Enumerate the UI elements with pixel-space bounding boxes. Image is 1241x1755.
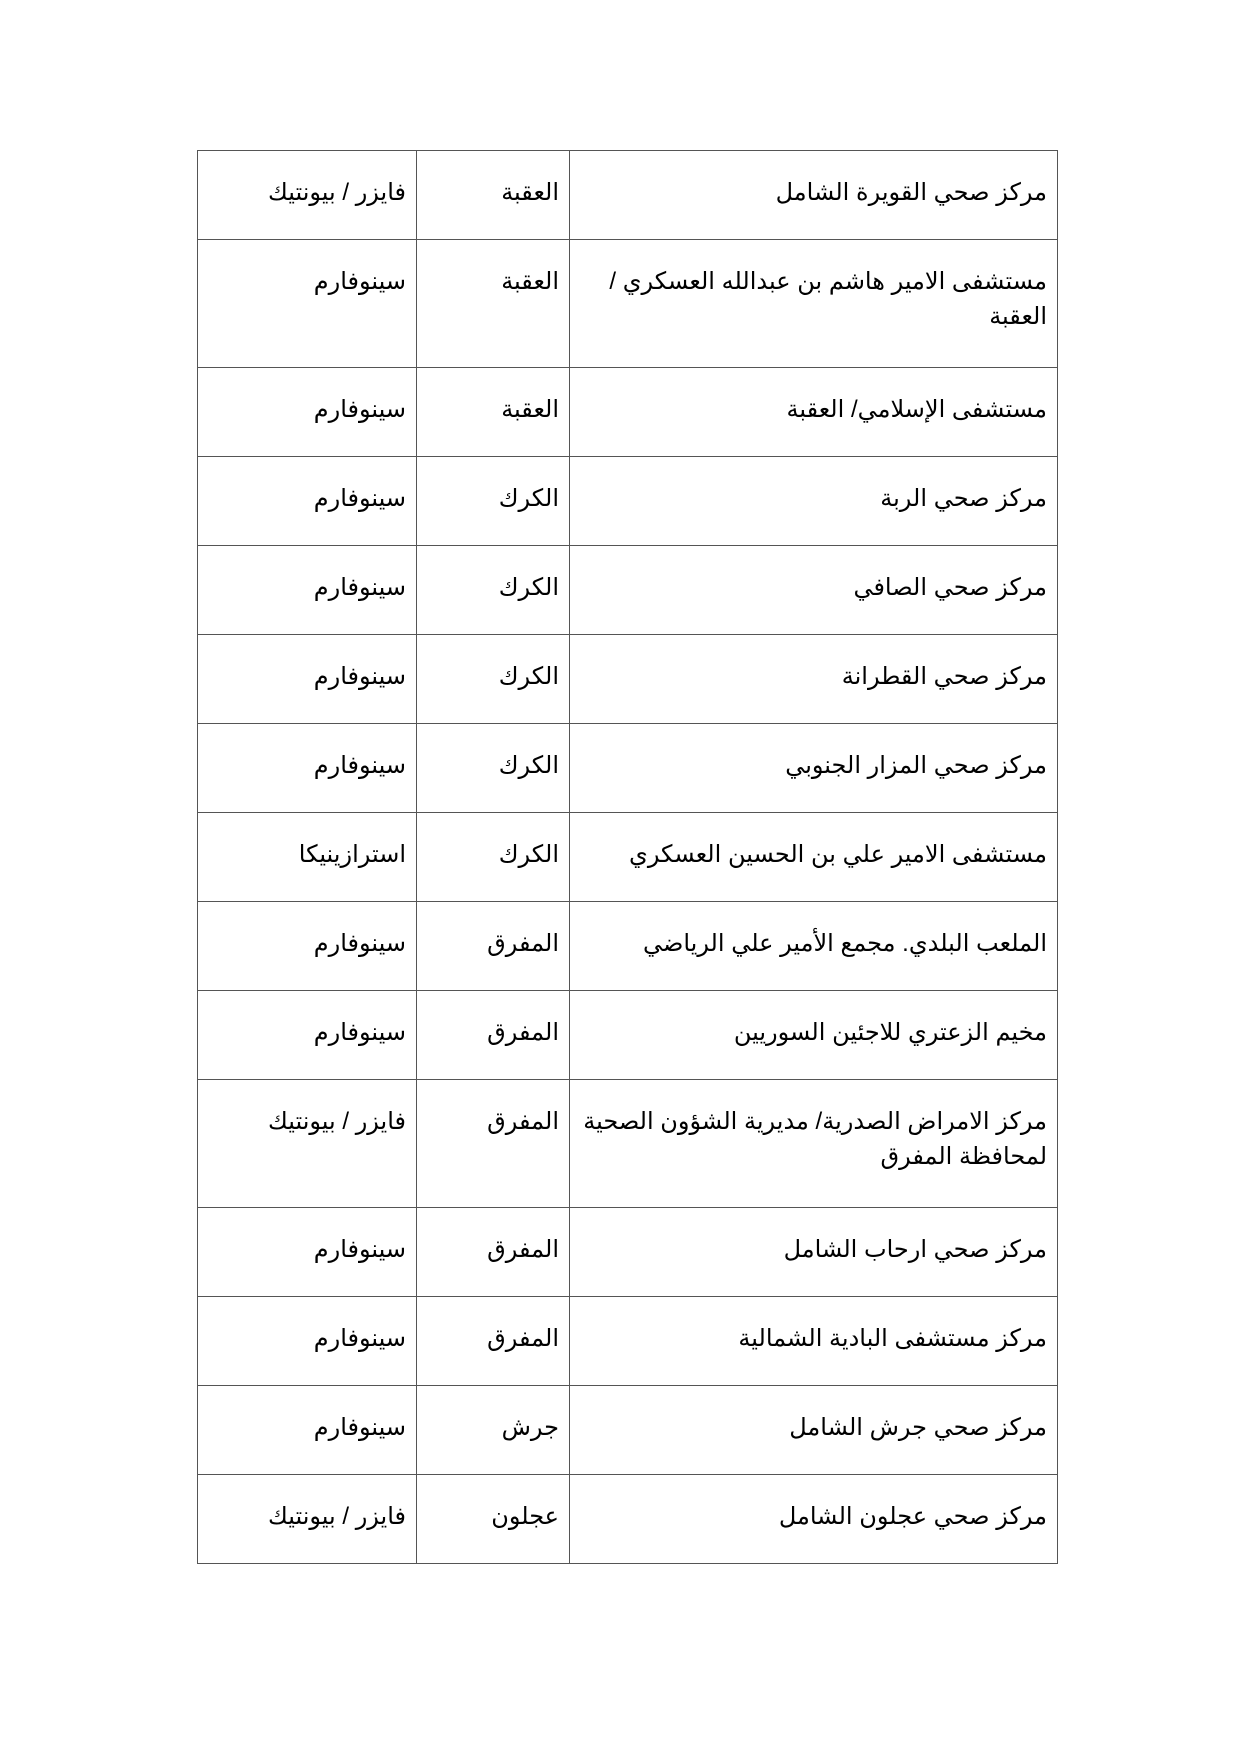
- table-row: [198, 902, 1058, 991]
- site-name-cell: مستشفى الامير علي بن الحسين العسكري: [570, 813, 1058, 902]
- table-row: [198, 240, 1058, 368]
- site-name-cell: مركز الامراض الصدرية/ مديرية الشؤون الصحية لمحافظة المفرق: [570, 1080, 1058, 1208]
- governorate-cell: العقبة: [417, 368, 570, 457]
- site-name-cell: مركز صحي الربة: [570, 457, 1058, 546]
- vaccine-type-cell: استرازينيكا: [198, 813, 417, 902]
- table-row: [198, 635, 1058, 724]
- vaccine-type-cell: فايزر / بيونتيك: [198, 1475, 417, 1564]
- vaccine-type-cell: سينوفارم: [198, 1208, 417, 1297]
- governorate-cell: المفرق: [417, 1080, 570, 1208]
- site-name-cell: مركز صحي ارحاب الشامل: [570, 1208, 1058, 1297]
- table-row: [198, 1208, 1058, 1297]
- governorate-cell: المفرق: [417, 902, 570, 991]
- governorate-cell: الكرك: [417, 813, 570, 902]
- vaccine-type-cell: سينوفارم: [198, 1297, 417, 1386]
- vaccine-type-cell: فايزر / بيونتيك: [198, 1080, 417, 1208]
- table-row: [198, 724, 1058, 813]
- governorate-cell: المفرق: [417, 991, 570, 1080]
- site-name-cell: مركز مستشفى البادية الشمالية: [570, 1297, 1058, 1386]
- governorate-cell: العقبة: [417, 240, 570, 368]
- vaccine-type-cell: فايزر / بيونتيك: [198, 151, 417, 240]
- vaccine-type-cell: سينوفارم: [198, 635, 417, 724]
- site-name-cell: مستشفى الامير هاشم بن عبدالله العسكري / العقبة: [570, 240, 1058, 368]
- vaccination-sites-table: [197, 150, 1058, 1564]
- vaccine-type-cell: سينوفارم: [198, 1386, 417, 1475]
- table-row: [198, 368, 1058, 457]
- site-name-cell: الملعب البلدي. مجمع الأمير علي الرياضي: [570, 902, 1058, 991]
- table-row: [198, 546, 1058, 635]
- governorate-cell: الكرك: [417, 546, 570, 635]
- table-row: [198, 1297, 1058, 1386]
- governorate-cell: المفرق: [417, 1208, 570, 1297]
- governorate-cell: الكرك: [417, 457, 570, 546]
- table-body: [198, 151, 1058, 1564]
- site-name-cell: مخيم الزعتري للاجئين السوريين: [570, 991, 1058, 1080]
- site-name-cell: مركز صحي المزار الجنوبي: [570, 724, 1058, 813]
- table-row: [198, 151, 1058, 240]
- table-row: [198, 991, 1058, 1080]
- table-row: [198, 1475, 1058, 1564]
- site-name-cell: مركز صحي الصافي: [570, 546, 1058, 635]
- site-name-cell: مركز صحي جرش الشامل: [570, 1386, 1058, 1475]
- site-name-cell: مستشفى الإسلامي/ العقبة: [570, 368, 1058, 457]
- governorate-cell: العقبة: [417, 151, 570, 240]
- table-row: [198, 1386, 1058, 1475]
- vaccine-type-cell: سينوفارم: [198, 368, 417, 457]
- vaccine-type-cell: سينوفارم: [198, 457, 417, 546]
- vaccine-type-cell: سينوفارم: [198, 546, 417, 635]
- vaccine-type-cell: سينوفارم: [198, 724, 417, 813]
- vaccine-type-cell: سينوفارم: [198, 902, 417, 991]
- governorate-cell: الكرك: [417, 724, 570, 813]
- table-row: [198, 813, 1058, 902]
- table-row: [198, 1080, 1058, 1208]
- site-name-cell: مركز صحي القطرانة: [570, 635, 1058, 724]
- governorate-cell: الكرك: [417, 635, 570, 724]
- governorate-cell: المفرق: [417, 1297, 570, 1386]
- site-name-cell: مركز صحي القويرة الشامل: [570, 151, 1058, 240]
- table-row: [198, 457, 1058, 546]
- governorate-cell: عجلون: [417, 1475, 570, 1564]
- vaccine-type-cell: سينوفارم: [198, 991, 417, 1080]
- vaccine-type-cell: سينوفارم: [198, 240, 417, 368]
- governorate-cell: جرش: [417, 1386, 570, 1475]
- site-name-cell: مركز صحي عجلون الشامل: [570, 1475, 1058, 1564]
